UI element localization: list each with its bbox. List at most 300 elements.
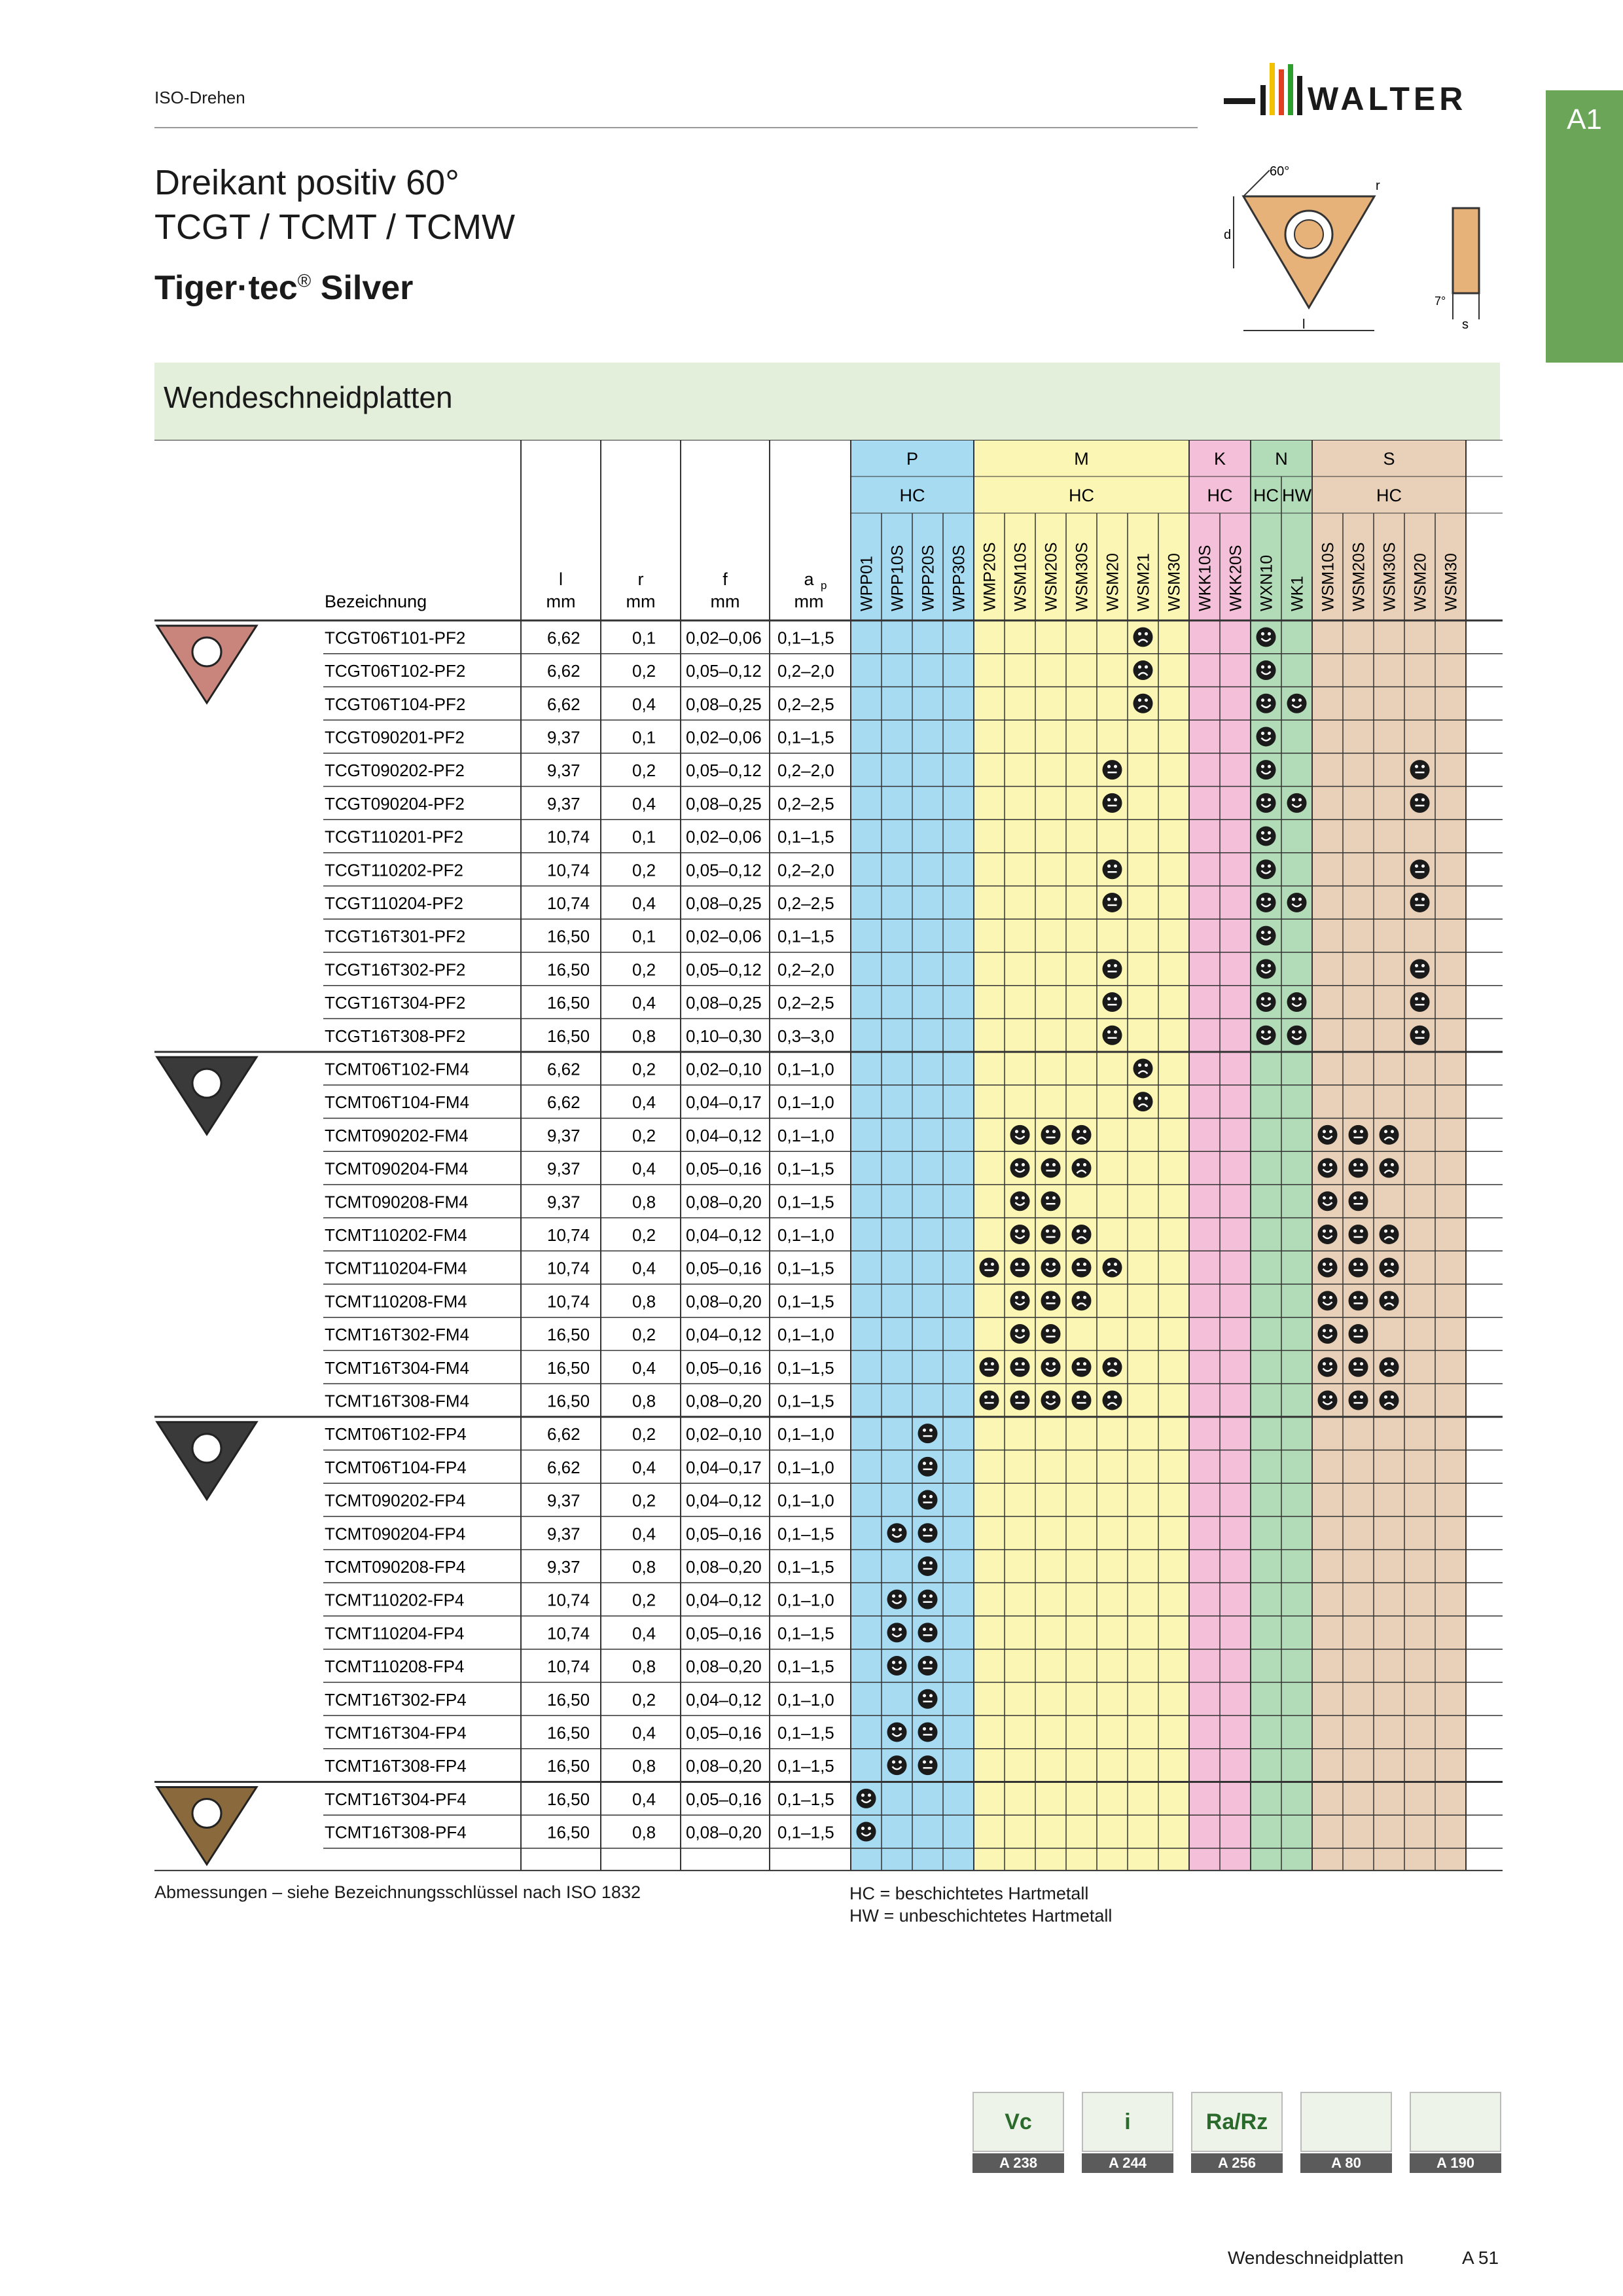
mark-eye	[1114, 1395, 1117, 1399]
suitability-mark-x	[1103, 1258, 1122, 1278]
grade-label-WSM10S: WSM10S	[1319, 542, 1338, 611]
mark-eye	[1261, 1030, 1264, 1033]
dimension-note: Abmessungen – siehe Bezeichnungsschlüssel nach ISO 1832	[154, 1882, 641, 1902]
mark-eye	[1360, 1362, 1363, 1365]
row-bezeichnung: TCGT090202-PF2	[325, 761, 465, 781]
mark-eye	[1353, 1362, 1357, 1365]
mark-eye	[1329, 1130, 1332, 1133]
mark-eye	[1360, 1296, 1363, 1299]
row-f: 0,08–0,25	[686, 993, 762, 1013]
mark-eye	[1360, 1329, 1363, 1333]
suitability-mark-s	[1318, 1291, 1338, 1310]
row-f: 0,08–0,25	[686, 893, 762, 913]
row-l: 9,37	[547, 1556, 580, 1577]
legend-notes	[849, 1882, 1112, 1927]
mark-eye	[899, 1594, 902, 1598]
info-icon[interactable]	[1082, 2092, 1173, 2174]
grade-label-WXN10: WXN10	[1257, 554, 1276, 611]
suitability-mark-n	[980, 1258, 999, 1278]
mark-eye	[1323, 1130, 1326, 1133]
row-f: 0,04–0,12	[686, 1125, 762, 1145]
mark-eye	[1077, 1163, 1080, 1166]
mark-eye	[1077, 1229, 1080, 1232]
row-ap: 0,2–2,0	[777, 661, 834, 681]
mark-eye	[1329, 1329, 1332, 1333]
suitability-mark-x	[1072, 1158, 1092, 1178]
suitability-mark-x	[1072, 1225, 1092, 1244]
suitability-mark-s	[1318, 1158, 1338, 1178]
row-ap: 0,1–1,0	[777, 1225, 834, 1245]
row-r: 0,1	[632, 827, 656, 847]
row-r: 0,2	[632, 661, 656, 681]
suitability-mark-n	[1349, 1158, 1368, 1178]
suitability-mark-s	[887, 1722, 907, 1742]
mark-eye	[1077, 1296, 1080, 1299]
mark-eye	[1046, 1296, 1049, 1299]
suitability-mark-n	[1349, 1324, 1368, 1344]
svg-text:r: r	[1376, 179, 1380, 193]
mark-eye	[1323, 1196, 1326, 1200]
section-label: ISO-Drehen	[154, 88, 245, 107]
row-ap: 0,1–1,5	[777, 727, 834, 747]
row-l: 16,50	[547, 1357, 590, 1378]
suitability-mark-n	[1041, 1191, 1061, 1211]
mark-eye	[1015, 1362, 1018, 1365]
row-l: 16,50	[547, 1325, 590, 1345]
row-l: 6,62	[547, 1092, 580, 1113]
suitability-mark-s	[1257, 660, 1276, 680]
suitability-mark-s	[887, 1755, 907, 1775]
mark-eye	[1323, 1395, 1326, 1399]
row-r: 0,4	[632, 893, 656, 913]
mark-eye	[1145, 666, 1148, 669]
grade-label-WSM21: WSM21	[1134, 553, 1153, 611]
mark-eye	[1046, 1229, 1049, 1232]
suitability-mark-s	[1318, 1125, 1338, 1145]
mark-eye	[1415, 897, 1418, 901]
row-r: 0,4	[632, 1789, 656, 1809]
grade-label-WSM20S: WSM20S	[1042, 542, 1061, 611]
row-r: 0,4	[632, 993, 656, 1013]
suitability-mark-s	[1257, 859, 1276, 879]
legend-hw: HW = unbeschichtetes Hartmetall	[849, 1906, 1113, 1926]
insert-hole	[192, 637, 221, 666]
mark-eye	[1077, 1263, 1080, 1266]
grade-label-WSM30S: WSM30S	[1073, 542, 1092, 611]
mark-eye	[1415, 997, 1418, 1001]
suitability-mark-s	[1257, 760, 1276, 780]
mark-eye	[1046, 1196, 1049, 1200]
suitability-mark-n	[1041, 1125, 1061, 1145]
row-r: 0,1	[632, 727, 656, 747]
row-l: 16,50	[547, 1789, 590, 1809]
row-l: 9,37	[547, 1524, 580, 1544]
mark-eye	[1261, 765, 1264, 768]
mark-eye	[861, 1827, 865, 1830]
suitability-mark-s	[1010, 1125, 1030, 1145]
mark-eye	[1421, 798, 1425, 801]
row-ap: 0,1–1,0	[777, 1125, 834, 1145]
mark-eye	[1421, 765, 1425, 768]
grade-label-WKK20S: WKK20S	[1226, 545, 1245, 611]
row-r: 0,4	[632, 1158, 656, 1179]
grade-label-WSM30: WSM30	[1165, 553, 1184, 611]
insert-hole	[192, 1799, 221, 1828]
mark-eye	[1391, 1163, 1394, 1166]
page-number: A 51	[1462, 2248, 1499, 2268]
row-l: 10,74	[547, 1590, 590, 1610]
suitability-mark-n	[1410, 992, 1430, 1012]
vc-icon[interactable]	[972, 2092, 1064, 2174]
suitability-mark-x	[1380, 1125, 1399, 1145]
mark-eye	[1415, 798, 1418, 801]
mark-eye	[1107, 897, 1111, 901]
suitability-mark-n	[918, 1722, 938, 1742]
insert-table	[154, 440, 1503, 1880]
row-r: 0,2	[632, 1059, 656, 1079]
mark-eye	[899, 1528, 902, 1532]
suitability-mark-n	[1103, 959, 1122, 978]
row-ap: 0,1–1,5	[777, 1258, 834, 1278]
row-f: 0,08–0,20	[686, 1822, 762, 1842]
insert-hole	[192, 1434, 221, 1463]
row-r: 0,2	[632, 1125, 656, 1145]
mark-eye	[1329, 1163, 1332, 1166]
suitability-mark-s	[1287, 694, 1307, 713]
mark-eye	[1268, 732, 1271, 735]
row-f: 0,04–0,17	[686, 1092, 762, 1113]
mark-eye	[1114, 897, 1117, 901]
mark-eye	[1046, 1329, 1049, 1333]
row-ap: 0,1–1,0	[777, 1590, 834, 1610]
suitability-mark-n	[1103, 893, 1122, 912]
suitability-mark-s	[1257, 992, 1276, 1012]
suitability-mark-s	[1041, 1390, 1061, 1410]
row-bezeichnung: TCMT090204-FP4	[325, 1524, 466, 1544]
mark-eye	[1353, 1395, 1357, 1399]
grade-label-WSM20S: WSM20S	[1349, 542, 1368, 611]
suitability-mark-s	[1318, 1390, 1338, 1410]
row-r: 0,4	[632, 793, 656, 814]
mark-eye	[1107, 1362, 1111, 1365]
mark-eye	[923, 1694, 926, 1697]
row-bezeichnung: TCMT090208-FP4	[325, 1556, 466, 1577]
mark-eye	[923, 1628, 926, 1631]
mark-eye	[923, 1495, 926, 1498]
mark-eye	[923, 1528, 926, 1532]
row-ap: 0,3–3,0	[777, 1026, 834, 1046]
mark-eye	[1052, 1395, 1056, 1399]
row-r: 0,8	[632, 1822, 656, 1842]
suitability-mark-n	[1010, 1390, 1030, 1410]
row-r: 0,2	[632, 1424, 656, 1444]
mark-eye	[1077, 1130, 1080, 1133]
mark-eye	[1353, 1229, 1357, 1232]
mark-eye	[1015, 1130, 1018, 1133]
legend-hc: HC = beschichtetes Hartmetall	[849, 1884, 1089, 1903]
row-ap: 0,1–1,5	[777, 628, 834, 648]
mark-eye	[1391, 1263, 1394, 1266]
boring-bar-icon[interactable]	[1410, 2092, 1501, 2174]
row-ap: 0,1–1,5	[777, 1756, 834, 1776]
mark-eye	[1138, 632, 1141, 636]
svg-text:60°: 60°	[1270, 164, 1290, 179]
grade-label-WSM20: WSM20	[1411, 553, 1430, 611]
mark-eye	[1421, 964, 1425, 967]
mark-eye	[1384, 1362, 1387, 1365]
row-f: 0,08–0,20	[686, 1756, 762, 1776]
row-ap: 0,1–1,5	[777, 1192, 834, 1212]
row-bezeichnung: TCMT110204-FP4	[325, 1623, 465, 1643]
row-r: 0,2	[632, 1490, 656, 1511]
row-r: 0,2	[632, 1225, 656, 1245]
row-l: 10,74	[547, 1258, 590, 1278]
grade-label-WPP10S: WPP10S	[888, 545, 907, 611]
row-r: 0,4	[632, 1457, 656, 1477]
mark-eye	[1022, 1395, 1025, 1399]
mark-eye	[1329, 1196, 1332, 1200]
row-bezeichnung: TCMT110208-FM4	[325, 1291, 467, 1312]
mark-eye	[923, 1761, 926, 1764]
mark-eye	[1268, 964, 1271, 967]
mark-eye	[1298, 897, 1302, 901]
mark-eye	[1323, 1296, 1326, 1299]
mark-eye	[899, 1761, 902, 1764]
row-l: 9,37	[547, 793, 580, 814]
row-f: 0,05–0,12	[686, 860, 762, 880]
group-name-N: N	[1275, 449, 1288, 469]
mark-eye	[1022, 1130, 1025, 1133]
mark-eye	[1415, 865, 1418, 868]
row-bezeichnung: TCMT16T302-FP4	[325, 1689, 467, 1710]
mark-eye	[1268, 666, 1271, 669]
mark-eye	[1052, 1362, 1056, 1365]
reference-icon-bar	[972, 2092, 1503, 2174]
row-l: 9,37	[547, 1490, 580, 1511]
row-ap: 0,1–1,5	[777, 1524, 834, 1544]
mark-eye	[1083, 1163, 1086, 1166]
group-name-M: M	[1074, 449, 1089, 469]
row-ap: 0,1–1,5	[777, 1723, 834, 1743]
row-bezeichnung: TCGT16T301-PF2	[325, 926, 466, 946]
mark-eye	[1114, 1263, 1117, 1266]
row-f: 0,02–0,10	[686, 1059, 762, 1079]
mark-eye	[929, 1429, 933, 1432]
row-r: 0,2	[632, 1325, 656, 1345]
grade-label-WK1: WK1	[1288, 575, 1307, 611]
suitability-mark-n	[918, 1424, 938, 1443]
suitability-mark-s	[887, 1656, 907, 1676]
chapter-tab[interactable]: A1	[1546, 90, 1623, 363]
suitability-mark-n	[1041, 1225, 1061, 1244]
tool-holder-icon[interactable]	[1300, 2092, 1392, 2174]
suitability-mark-s	[1010, 1324, 1030, 1344]
row-l: 6,62	[547, 1059, 580, 1079]
icon-page-reference: A 190	[1410, 2153, 1501, 2173]
mark-eye	[1022, 1229, 1025, 1232]
icon-page-reference: A 80	[1300, 2153, 1392, 2173]
row-bezeichnung: TCMT090202-FP4	[325, 1490, 466, 1511]
row-l: 16,50	[547, 1391, 590, 1411]
suitability-mark-x	[1380, 1291, 1399, 1310]
mark-eye	[1261, 732, 1264, 735]
row-ap: 0,2–2,0	[777, 860, 834, 880]
mark-eye	[923, 1727, 926, 1731]
mark-eye	[1107, 997, 1111, 1001]
row-l: 10,74	[547, 893, 590, 913]
row-ap: 0,2–2,5	[777, 893, 834, 913]
mark-eye	[1329, 1296, 1332, 1299]
row-r: 0,2	[632, 860, 656, 880]
mark-eye	[1421, 897, 1425, 901]
mark-eye	[984, 1395, 988, 1399]
row-l: 16,50	[547, 1723, 590, 1743]
suitability-mark-n	[918, 1457, 938, 1477]
grade-label-WPP30S: WPP30S	[950, 545, 969, 611]
row-l: 10,74	[547, 1225, 590, 1245]
row-f: 0,05–0,16	[686, 1723, 762, 1743]
mark-eye	[1046, 1130, 1049, 1133]
row-bezeichnung: TCMT090208-FM4	[325, 1192, 469, 1212]
row-f: 0,04–0,12	[686, 1490, 762, 1511]
boring-bar-icon-graphic	[1410, 2092, 1501, 2152]
row-ap: 0,2–2,0	[777, 960, 834, 980]
row-f: 0,05–0,12	[686, 960, 762, 980]
page-subtitle: TCGT / TCMT / TCMW	[154, 207, 515, 247]
row-ap: 0,1–1,5	[777, 1357, 834, 1378]
mark-eye	[1261, 698, 1264, 702]
row-l: 6,62	[547, 661, 580, 681]
grade-label-WKK10S: WKK10S	[1196, 545, 1215, 611]
footer-title: Wendeschneidplatten	[1228, 2248, 1404, 2268]
mark-eye	[1353, 1296, 1357, 1299]
mark-eye	[892, 1761, 895, 1764]
row-r: 0,4	[632, 694, 656, 714]
row-ap: 0,1–1,5	[777, 1657, 834, 1677]
row-l: 9,37	[547, 1158, 580, 1179]
suitability-mark-s	[1010, 1291, 1030, 1310]
suitability-mark-n	[1072, 1258, 1092, 1278]
row-bezeichnung: TCGT16T304-PF2	[325, 993, 466, 1013]
row-f: 0,04–0,12	[686, 1225, 762, 1245]
row-l: 16,50	[547, 1822, 590, 1842]
mark-eye	[1046, 1263, 1049, 1266]
suitability-mark-n	[1041, 1291, 1061, 1310]
row-r: 0,2	[632, 761, 656, 781]
suitability-mark-n	[1103, 1026, 1122, 1045]
mark-eye	[1353, 1130, 1357, 1133]
walter-logo	[1224, 58, 1505, 130]
mark-eye	[984, 1263, 988, 1266]
suitability-mark-n	[1410, 793, 1430, 813]
grade-label-WSM20: WSM20	[1103, 553, 1122, 611]
suitability-mark-n	[918, 1590, 938, 1609]
suitability-mark-n	[1349, 1390, 1368, 1410]
svg-text:WALTER: WALTER	[1308, 81, 1467, 117]
mark-eye	[1138, 666, 1141, 669]
mark-eye	[1261, 997, 1264, 1001]
suitability-mark-x	[1380, 1225, 1399, 1244]
mark-eye	[1292, 798, 1295, 801]
mark-eye	[1107, 865, 1111, 868]
suitability-mark-s	[1318, 1225, 1338, 1244]
mark-eye	[929, 1561, 933, 1564]
info-icon-graphic: i	[1082, 2092, 1173, 2152]
row-bezeichnung: TCGT06T104-PF2	[325, 694, 466, 714]
mark-eye	[1384, 1395, 1387, 1399]
group-name-K: K	[1213, 449, 1226, 469]
row-ap: 0,1–1,5	[777, 1789, 834, 1809]
mark-eye	[1384, 1130, 1387, 1133]
row-ap: 0,1–1,5	[777, 827, 834, 847]
mark-eye	[1052, 1229, 1056, 1232]
row-bezeichnung: TCGT16T308-PF2	[325, 1026, 466, 1046]
mark-eye	[1360, 1395, 1363, 1399]
mark-eye	[1384, 1296, 1387, 1299]
section-band	[154, 363, 1500, 440]
page-title: Dreikant positiv 60°	[154, 163, 459, 202]
mark-eye	[1083, 1229, 1086, 1232]
mark-eye	[929, 1727, 933, 1731]
mark-eye	[1015, 1196, 1018, 1200]
suitability-mark-n	[1072, 1390, 1092, 1410]
mark-eye	[1353, 1329, 1357, 1333]
suitability-mark-s	[1257, 694, 1276, 713]
suitability-mark-n	[1103, 992, 1122, 1012]
mark-eye	[1138, 1064, 1141, 1067]
suitability-mark-n	[1041, 1324, 1061, 1344]
mark-eye	[1261, 798, 1264, 801]
mark-eye	[1329, 1229, 1332, 1232]
row-r: 0,8	[632, 1291, 656, 1312]
mark-eye	[1022, 1163, 1025, 1166]
mark-eye	[929, 1661, 933, 1664]
mark-eye	[1421, 1030, 1425, 1033]
group-name-P: P	[906, 449, 919, 469]
suitability-mark-s	[1041, 1357, 1061, 1377]
col-head-bezeichnung: Bezeichnung	[325, 592, 427, 611]
suitability-mark-n	[1349, 1191, 1368, 1211]
row-ap: 0,1–1,5	[777, 1822, 834, 1842]
insert-hole	[192, 1069, 221, 1098]
col-unit: mm	[710, 592, 740, 611]
row-f: 0,05–0,16	[686, 1158, 762, 1179]
tool-holder-icon-graphic	[1300, 2092, 1392, 2152]
row-l: 16,50	[547, 1026, 590, 1046]
row-f: 0,10–0,30	[686, 1026, 762, 1046]
row-l: 6,62	[547, 1424, 580, 1444]
row-r: 0,4	[632, 1524, 656, 1544]
mark-eye	[1261, 831, 1264, 834]
suitability-mark-s	[1318, 1191, 1338, 1211]
mark-eye	[1261, 964, 1264, 967]
row-bezeichnung: TCGT110202-PF2	[325, 860, 463, 880]
row-r: 0,2	[632, 960, 656, 980]
suitability-mark-n	[1349, 1291, 1368, 1310]
row-l: 6,62	[547, 1457, 580, 1477]
mark-eye	[868, 1827, 871, 1830]
row-l: 16,50	[547, 926, 590, 946]
mark-eye	[892, 1661, 895, 1664]
mark-eye	[1114, 765, 1117, 768]
mark-eye	[923, 1594, 926, 1598]
row-r: 0,8	[632, 1556, 656, 1577]
roughness-icon[interactable]	[1191, 2092, 1283, 2174]
row-l: 9,37	[547, 1192, 580, 1212]
row-r: 0,2	[632, 1590, 656, 1610]
svg-text:d: d	[1224, 228, 1232, 242]
mark-eye	[1353, 1263, 1357, 1266]
